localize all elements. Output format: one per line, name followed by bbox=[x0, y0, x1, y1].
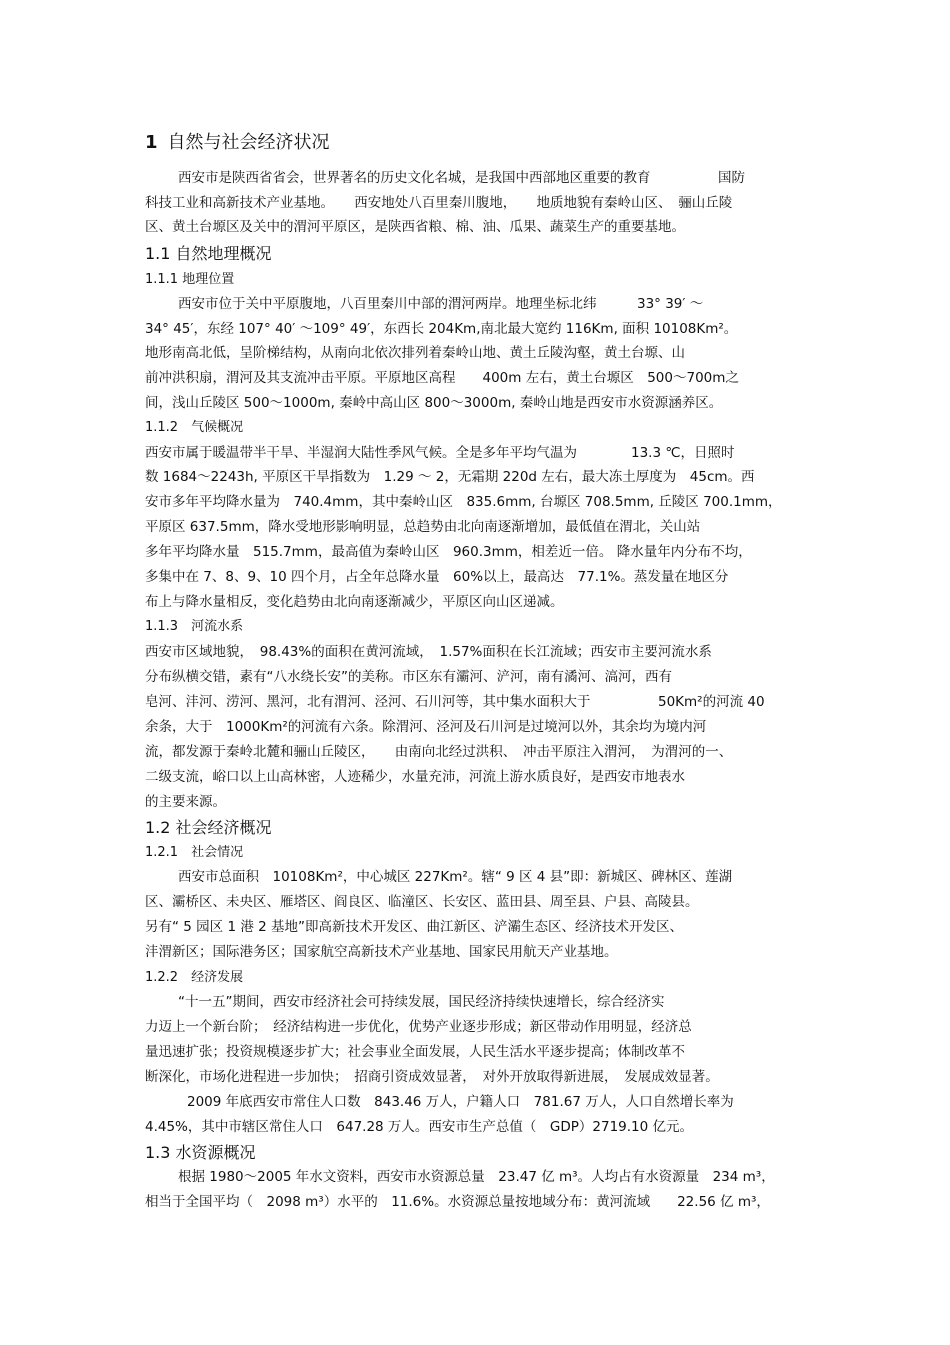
section-1-title: 自然与社会经济状况 bbox=[167, 132, 330, 153]
paragraph-line: 的主要来源。 bbox=[145, 794, 226, 810]
paragraph-line: 根据 1980～2005 年水文资料，西安市水资源总量 23.47 亿 m³。人均占有水资源量 234 m³， bbox=[178, 1169, 775, 1185]
section-1-heading bbox=[145, 132, 330, 154]
paragraph-line: 沣渭新区；国际港务区；国家航空高新技术产业基地、国家民用航天产业基地。 bbox=[145, 944, 618, 960]
section-1-1-heading: 1.1 自然地理概况 bbox=[145, 244, 272, 263]
paragraph-line: 间，浅山丘陵区 500～1000m, 秦岭中高山区 800～3000m, 秦岭山地是西安市水资源涵养区。 bbox=[145, 395, 723, 411]
paragraph-line: 前冲洪积扇，渭河及其支流冲击平原。平原地区高程 400m 左右，黄土台塬区 500～700m之 bbox=[145, 370, 739, 386]
paragraph-line: 西安市属于暖温带半干旱、半湿润大陆性季风气候。全是多年平均气温为 13.3 ℃，日照时 bbox=[145, 445, 735, 461]
section-1-number: 1 bbox=[145, 132, 158, 153]
paragraph-line: 科技工业和高新技术产业基地。 西安地处八百里秦川腹地， 地质地貌有秦岭山区、 骊山丘陵 bbox=[145, 195, 733, 211]
section-1-2-2-heading: 1.2.2 经济发展 bbox=[145, 970, 244, 985]
paragraph-line: 西安市位于关中平原腹地，八百里秦川中部的渭河两岸。地理坐标北纬 33° 39′ ～ bbox=[178, 296, 704, 312]
paragraph-line: 布上与降水量相反，变化趋势由北向南逐渐减少，平原区向山区递减。 bbox=[145, 594, 564, 610]
paragraph-line: 区、黄土台塬区及关中的渭河平原区，是陕西省粮、棉、油、瓜果、蔬菜生产的重要基地。 bbox=[145, 219, 685, 235]
paragraph-line: 另有“ 5 园区 1 港 2 基地”即高新技术开发区、曲江新区、浐灞生态区、经济技术开发区、 bbox=[145, 919, 684, 935]
paragraph-line: 西安市区域地貌， 98.43%的面积在黄河流域， 1.57%面积在长江流域；西安市主要河流水系 bbox=[145, 644, 712, 660]
paragraph-line: “十一五”期间，西安市经济社会可持续发展，国民经济持续快速增长，综合经济实 bbox=[178, 994, 665, 1010]
paragraph-line: 地形南高北低，呈阶梯结构，从南向北依次排列着秦岭山地、黄土丘陵沟壑，黄土台塬、山 bbox=[145, 345, 685, 361]
paragraph-line: 多集中在 7、8、9、10 四个月，占全年总降水量 60%以上，最高达 77.1%。蒸发量在地区分 bbox=[145, 569, 729, 585]
paragraph-line: 流，都发源于秦岭北麓和骊山丘陵区， 由南向北经过洪积、 冲击平原注入渭河， 为渭河的一、 bbox=[145, 744, 733, 760]
section-1-2-heading: 1.2 社会经济概况 bbox=[145, 818, 272, 837]
paragraph-line: 力迈上一个新台阶； 经济结构进一步优化，优势产业逐步形成；新区带动作用明显，经济总 bbox=[145, 1019, 692, 1035]
paragraph-line: 相当于全国平均（ 2098 m³）水平的 11.6%。水资源总量按地域分布：黄河流域 22.56 亿 m³， bbox=[145, 1194, 770, 1210]
paragraph-line: 平原区 637.5mm，降水受地形影响明显，总趋势由北向南逐渐增加，最低值在渭北，关山站 bbox=[145, 519, 701, 535]
paragraph-line: 皂河、沣河、涝河、黑河，北有渭河、泾河、石川河等，其中集水面积大于 50Km²的河流 40 bbox=[145, 694, 765, 710]
paragraph-line: 西安市总面积 10108Km²，中心城区 227Km²。辖“ 9 区 4 县”即：新城区、碑林区、莲湖 bbox=[178, 869, 733, 885]
paragraph-line: 2009 年底西安市常住人口数 843.46 万人，户籍人口 781.67 万人，人口自然增长率为 bbox=[187, 1094, 734, 1110]
section-1-3-heading: 1.3 水资源概况 bbox=[145, 1143, 256, 1162]
section-1-2-1-heading: 1.2.1 社会情况 bbox=[145, 845, 244, 860]
paragraph-line: 分布纵横交错，素有“八水绕长安”的美称。市区东有灞河、浐河，南有潏河、滈河，西有 bbox=[145, 669, 672, 685]
paragraph-line: 二级支流，峪口以上山高林密，人迹稀少，水量充沛，河流上游水质良好，是西安市地表水 bbox=[145, 769, 685, 785]
paragraph-line: 安市多年平均降水量为 740.4mm，其中秦岭山区 835.6mm, 台塬区 708.5mm, 丘陵区 700.1mm， bbox=[145, 494, 782, 510]
paragraph-line: 西安市是陕西省省会，世界著名的历史文化名城，是我国中西部地区重要的教育 国防 bbox=[178, 170, 745, 186]
paragraph-line: 34° 45′，东经 107° 40′ ～109° 49′，东西长 204Km,南北最大宽约 116Km, 面积 10108Km²。 bbox=[145, 321, 738, 337]
paragraph-line: 多年平均降水量 515.7mm，最高值为秦岭山区 960.3mm，相差近一倍。 降水量年内分布不均， bbox=[145, 544, 752, 560]
section-1-1-2-heading: 1.1.2 气候概况 bbox=[145, 420, 244, 435]
paragraph-line: 数 1684～2243h, 平原区干旱指数为 1.29 ～ 2，无霜期 220d 左右，最大冻土厚度为 45cm。西 bbox=[145, 469, 755, 485]
section-1-1-3-heading: 1.1.3 河流水系 bbox=[145, 619, 244, 634]
paragraph-line: 区、灞桥区、未央区、雁塔区、阎良区、临潼区、长安区、蓝田县、周至县、户县、高陵县。 bbox=[145, 894, 699, 910]
paragraph-line: 量迅速扩张；投资规模逐步扩大；社会事业全面发展，人民生活水平逐步提高；体制改革不 bbox=[145, 1044, 685, 1060]
section-1-1-1-heading: 1.1.1 地理位置 bbox=[145, 272, 235, 287]
paragraph-line: 断深化，市场化进程进一步加快； 招商引资成效显著， 对外开放取得新进展， 发展成效显著。 bbox=[145, 1069, 719, 1085]
paragraph-line: 余条，大于 1000Km²的河流有六条。除渭河、泾河及石川河是过境河以外，其余均为境内河 bbox=[145, 719, 707, 735]
paragraph-line: 4.45%，其中市辖区常住人口 647.28 万人。西安市生产总值（ GDP）2719.10 亿元。 bbox=[145, 1119, 694, 1135]
